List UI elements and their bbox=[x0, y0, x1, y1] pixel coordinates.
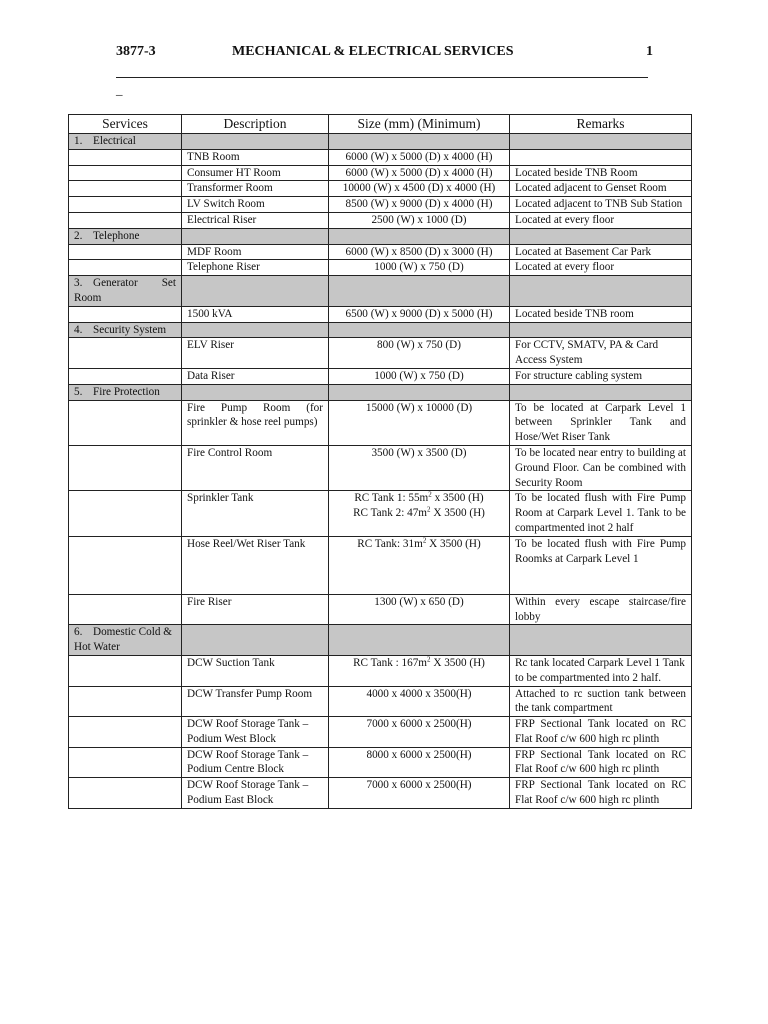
description-cell: Hose Reel/Wet Riser Tank bbox=[182, 536, 329, 594]
remarks-cell: Attached to rc suction tank between the tank compartment bbox=[510, 686, 692, 717]
size-cell: 1300 (W) x 650 (D) bbox=[329, 594, 510, 625]
size-cell: RC Tank: $31m^2$ X 3500 (H) bbox=[329, 536, 510, 594]
column-header-size: Size (mm) (Minimum) bbox=[329, 115, 510, 134]
description-cell: 1500 kVA bbox=[182, 306, 329, 322]
description-cell: ELV Riser bbox=[182, 338, 329, 369]
size-cell: 6000 (W) x 8500 (D) x 3000 (H) bbox=[329, 244, 510, 260]
category-row bbox=[69, 228, 692, 244]
table-row bbox=[69, 338, 692, 369]
table-row bbox=[69, 717, 692, 748]
table-row bbox=[69, 400, 692, 445]
description-cell: Consumer HT Room bbox=[182, 165, 329, 181]
table-row bbox=[69, 747, 692, 778]
remarks-cell: For structure cabling system bbox=[510, 368, 692, 384]
description-cell: Sprinkler Tank bbox=[182, 491, 329, 536]
remarks-cell: Located at Basement Car Park bbox=[510, 244, 692, 260]
column-header-description: Description bbox=[182, 115, 329, 134]
remarks-cell: To be located flush with Fire Pump Roomks at Carpark Level 1 bbox=[510, 536, 692, 594]
size-cell: 6500 (W) x 9000 (D) x 5000 (H) bbox=[329, 306, 510, 322]
category-name: Fire Protection bbox=[93, 385, 160, 398]
table-row bbox=[69, 686, 692, 717]
table-row bbox=[69, 244, 692, 260]
page-header bbox=[116, 44, 656, 66]
remarks-cell: FRP Sectional Tank located on RC Flat Roof c/w 600 high rc plinth bbox=[510, 747, 692, 778]
category-cell bbox=[69, 228, 182, 244]
category-name: Domestic Cold & Hot Water bbox=[74, 626, 172, 654]
size-cell: RC Tank : $167m^2$ X 3500 (H) bbox=[329, 655, 510, 686]
description-cell: TNB Room bbox=[182, 149, 329, 165]
description-cell: Telephone Riser bbox=[182, 260, 329, 276]
table-row bbox=[69, 149, 692, 165]
remarks-cell: Located at every floor bbox=[510, 212, 692, 228]
remarks-cell: Located beside TNB Room bbox=[510, 165, 692, 181]
size-cell: 15000 (W) x 10000 (D) bbox=[329, 400, 510, 445]
table-row bbox=[69, 655, 692, 686]
category-row bbox=[69, 625, 692, 656]
category-number: 3. bbox=[74, 277, 83, 290]
description-cell: Fire Pump Room (for sprinkler & hose reel pumps) bbox=[182, 400, 329, 445]
table-header-row bbox=[69, 115, 692, 134]
table-row bbox=[69, 445, 692, 490]
category-number: 5. bbox=[74, 385, 83, 398]
size-cell: 4000 x 4000 x 3500(H) bbox=[329, 686, 510, 717]
page-number: 1 bbox=[646, 44, 653, 59]
size-cell: 7000 x 6000 x 2500(H) bbox=[329, 778, 510, 809]
table-row bbox=[69, 778, 692, 809]
remarks-cell: To be located flush with Fire Pump Room at Carpark Level 1. Tank to be compartmented inot 2 half bbox=[510, 491, 692, 536]
table-row bbox=[69, 368, 692, 384]
document-number: 3877-3 bbox=[116, 44, 156, 59]
remarks-cell: Located beside TNB room bbox=[510, 306, 692, 322]
remarks-cell: FRP Sectional Tank located on RC Flat Roof c/w 600 high rc plinth bbox=[510, 717, 692, 748]
size-cell: 2500 (W) x 1000 (D) bbox=[329, 212, 510, 228]
description-cell: Electrical Riser bbox=[182, 212, 329, 228]
size-line: RC Tank 2: $47m^2$ X 3500 (H) bbox=[353, 505, 485, 520]
description-cell: LV Switch Room bbox=[182, 197, 329, 213]
description-cell: DCW Roof Storage Tank – Podium Centre Block bbox=[182, 747, 329, 778]
category-name: Electrical bbox=[93, 135, 136, 147]
header-dash: _ bbox=[116, 82, 123, 97]
category-row bbox=[69, 276, 692, 307]
description-cell: Transformer Room bbox=[182, 181, 329, 197]
category-number: 6. bbox=[74, 626, 83, 639]
category-row bbox=[69, 322, 692, 338]
size-cell: 8500 (W) x 9000 (D) x 4000 (H) bbox=[329, 197, 510, 213]
category-name: Telephone bbox=[93, 229, 140, 242]
category-number: 2. bbox=[74, 229, 83, 242]
header-title: MECHANICAL & ELECTRICAL SERVICES bbox=[232, 44, 514, 59]
remarks-cell: Within every escape staircase/fire lobby bbox=[510, 594, 692, 625]
size-cell: 8000 x 6000 x 2500(H) bbox=[329, 747, 510, 778]
description-cell: DCW Transfer Pump Room bbox=[182, 686, 329, 717]
category-cell bbox=[69, 625, 182, 656]
remarks-cell: To be located near entry to building at Ground Floor. Can be combined with Security Room bbox=[510, 445, 692, 490]
size-cell: 3500 (W) x 3500 (D) bbox=[329, 445, 510, 490]
table-row bbox=[69, 260, 692, 276]
description-cell: Data Riser bbox=[182, 368, 329, 384]
remarks-cell: Located adjacent to TNB Sub Station bbox=[510, 197, 692, 213]
remarks-cell: Rc tank located Carpark Level 1 Tank to be compartmented into 2 half. bbox=[510, 655, 692, 686]
remarks-cell: Located at every floor bbox=[510, 260, 692, 276]
category-cell bbox=[69, 322, 182, 338]
column-header-services: Services bbox=[69, 115, 182, 134]
description-cell: Fire Control Room bbox=[182, 445, 329, 490]
size-cell: 800 (W) x 750 (D) bbox=[329, 338, 510, 369]
category-cell bbox=[69, 276, 182, 307]
category-cell bbox=[69, 384, 182, 400]
remarks-cell: For CCTV, SMATV, PA & Card Access System bbox=[510, 338, 692, 369]
size-cell: 6000 (W) x 5000 (D) x 4000 (H) bbox=[329, 149, 510, 165]
category-cell bbox=[69, 134, 182, 150]
size-cell: 1000 (W) x 750 (D) bbox=[329, 260, 510, 276]
remarks-cell: FRP Sectional Tank located on RC Flat Roof c/w 600 high rc plinth bbox=[510, 778, 692, 809]
table-row bbox=[69, 594, 692, 625]
size-line: RC Tank 1: $55m^2$ x 3500 (H) bbox=[354, 490, 484, 505]
table-row bbox=[69, 491, 692, 536]
category-name: Generator Set Room bbox=[74, 277, 176, 304]
category-row bbox=[69, 384, 692, 400]
table-row bbox=[69, 306, 692, 322]
services-table bbox=[68, 114, 692, 809]
description-cell: Fire Riser bbox=[182, 594, 329, 625]
description-cell: DCW Roof Storage Tank – Podium East Block bbox=[182, 778, 329, 809]
table-row bbox=[69, 165, 692, 181]
remarks-cell: Located adjacent to Genset Room bbox=[510, 181, 692, 197]
table-row bbox=[69, 197, 692, 213]
size-cell: 1000 (W) x 750 (D) bbox=[329, 368, 510, 384]
category-number: 4. bbox=[74, 323, 83, 336]
category-number: 1. bbox=[74, 135, 83, 147]
column-header-remarks: Remarks bbox=[510, 115, 692, 134]
category-row bbox=[69, 134, 692, 150]
size-cell bbox=[329, 491, 510, 536]
size-cell: 6000 (W) x 5000 (D) x 4000 (H) bbox=[329, 165, 510, 181]
table-row bbox=[69, 212, 692, 228]
table-row bbox=[69, 181, 692, 197]
size-cell: 10000 (W) x 4500 (D) x 4000 (H) bbox=[329, 181, 510, 197]
description-cell: DCW Roof Storage Tank – Podium West Block bbox=[182, 717, 329, 748]
table-row bbox=[69, 536, 692, 594]
size-cell: 7000 x 6000 x 2500(H) bbox=[329, 717, 510, 748]
header-rule bbox=[116, 77, 648, 78]
description-cell: DCW Suction Tank bbox=[182, 655, 329, 686]
remarks-cell bbox=[510, 149, 692, 165]
remarks-cell: To be located at Carpark Level 1 between Sprinkler Tank and Hose/Wet Riser Tank bbox=[510, 400, 692, 445]
description-cell: MDF Room bbox=[182, 244, 329, 260]
category-name: Security System bbox=[93, 323, 167, 336]
